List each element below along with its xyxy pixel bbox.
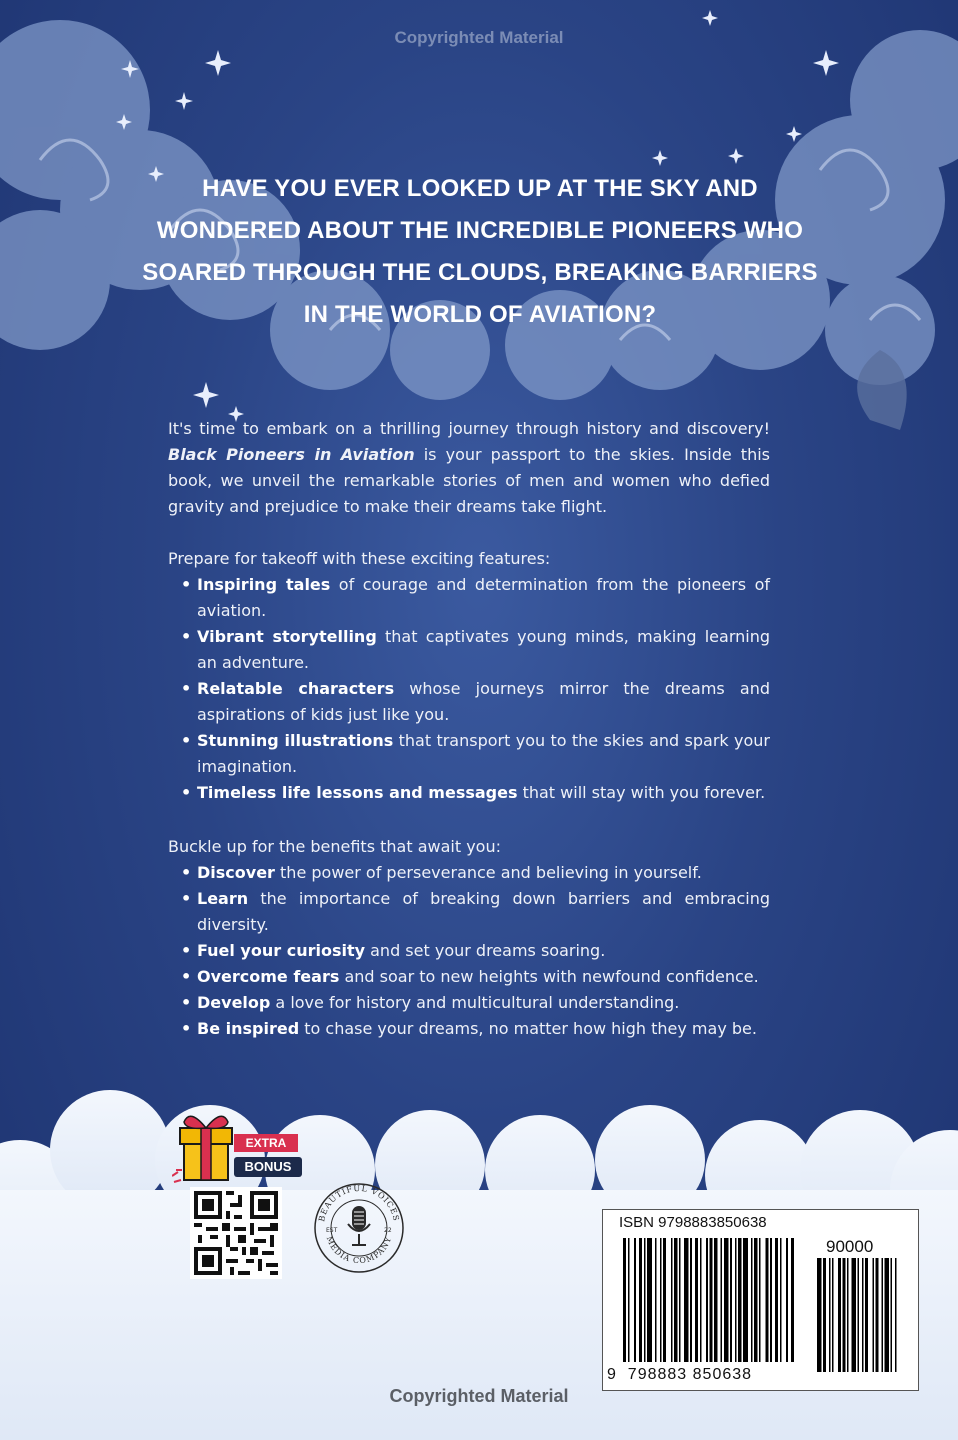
- list-item-bold: Stunning illustrations: [197, 731, 394, 750]
- barcode-addon-bar: [843, 1258, 846, 1372]
- barcode-digits-group1: 798883: [627, 1366, 688, 1383]
- barcode-bar: [695, 1238, 698, 1362]
- watermark-top: Copyrighted Material: [394, 28, 564, 47]
- list-item: [168, 780, 770, 806]
- barcode-bar: [709, 1238, 712, 1362]
- barcode-addon-bar: [829, 1258, 831, 1372]
- barcode-bar: [754, 1238, 757, 1362]
- barcode-addon-bar: [852, 1258, 857, 1372]
- isbn-barcode: [602, 1209, 919, 1391]
- list-item: [168, 1016, 770, 1042]
- barcode-bar: [679, 1238, 681, 1362]
- barcode-bar: [660, 1238, 662, 1362]
- benefits-title: Buckle up for the benefits that await you:: [168, 837, 501, 856]
- barcode-bar: [743, 1238, 748, 1362]
- barcode-bar: [786, 1238, 788, 1362]
- features-section: [168, 546, 770, 806]
- barcode-bar: [724, 1238, 729, 1362]
- publisher-est-left: EST: [326, 1227, 338, 1234]
- barcode-addon-bar: [882, 1258, 884, 1372]
- list-item-text: and set your dreams soaring.: [365, 941, 606, 960]
- intro-text-2: is your passport to the skies. Inside this book, we unveil the remarkable stories of men and women who defied gravity and prejudice to make their dreams take flight.: [168, 445, 770, 516]
- barcode-addon-bar: [838, 1258, 841, 1372]
- list-item: [168, 964, 770, 990]
- qr-code-icon[interactable]: [190, 1187, 282, 1279]
- barcode-bar: [634, 1238, 636, 1362]
- list-item-text: the power of perseverance and believing in yourself.: [274, 863, 702, 882]
- barcode-addon-bar: [865, 1258, 868, 1372]
- list-item-text: whose journeys mirror the dreams and aspirations of kids just like you.: [197, 679, 771, 724]
- features-title: Prepare for takeoff with these exciting features:: [168, 549, 551, 568]
- barcode-bar: [738, 1238, 741, 1362]
- barcode-addon-bar: [817, 1258, 822, 1372]
- barcode-addon-bar: [895, 1258, 897, 1372]
- barcode-addon-bar: [873, 1258, 875, 1372]
- barcode-digit-lead: 9: [607, 1366, 617, 1383]
- list-item: [168, 624, 770, 676]
- list-item-text: that will stay with you forever.: [517, 783, 766, 802]
- list-item-text: of courage and determination from the pioneers of aviation.: [197, 575, 770, 620]
- extra-badge: EXTRA: [234, 1134, 298, 1152]
- list-item: [168, 572, 770, 624]
- barcode-bar: [674, 1238, 677, 1362]
- intro-text-1: It's time to embark on a thrilling journey through history and discovery!: [168, 419, 770, 438]
- list-item-bold: Learn: [197, 889, 249, 908]
- list-item-text: the importance of breaking down barriers and embracing diversity.: [197, 889, 770, 934]
- price-code: 90000: [826, 1237, 874, 1256]
- barcode-bar: [647, 1238, 652, 1362]
- barcode-addon-bar: [862, 1258, 864, 1372]
- barcode-bar: [714, 1238, 717, 1362]
- list-item: [168, 860, 770, 886]
- list-item-bold: Fuel your curiosity: [197, 941, 366, 960]
- list-item-bold: Relatable characters: [197, 679, 395, 698]
- book-title: Black Pioneers in Aviation: [168, 445, 415, 464]
- isbn-label: ISBN 9798883850638: [619, 1214, 767, 1231]
- barcode-digits: [607, 1366, 752, 1384]
- barcode-bar: [791, 1238, 794, 1362]
- publisher-logo: [312, 1168, 406, 1284]
- barcode-addon-bar: [858, 1258, 860, 1372]
- list-item-bold: Overcome fears: [197, 967, 340, 986]
- headline: HAVE YOU EVER LOOKED UP AT THE SKY AND WONDERED ABOUT THE INCREDIBLE PIONEERS WHO SOARED THROUGH THE CLOUDS, BREAKING BARRIERS IN THE WORLD OF AVIATION?: [142, 175, 818, 328]
- barcode-bar: [671, 1238, 673, 1362]
- list-item: [168, 728, 770, 780]
- barcode-addon-bar: [823, 1258, 826, 1372]
- barcode-bar: [690, 1238, 692, 1362]
- barcode-bar: [721, 1238, 723, 1362]
- barcode-bar: [730, 1238, 732, 1362]
- list-item-bold: Inspiring tales: [197, 575, 331, 594]
- barcode-bar: [706, 1238, 708, 1362]
- barcode-bar: [663, 1238, 666, 1362]
- list-item: [168, 938, 770, 964]
- barcode-bar: [759, 1238, 761, 1362]
- list-item-bold: Discover: [197, 863, 275, 882]
- barcode-bar: [639, 1238, 642, 1362]
- barcode-bar: [765, 1238, 768, 1362]
- barcode-digits-group2: 850638: [692, 1366, 753, 1383]
- watermark-bottom: Copyrighted Material: [389, 1386, 569, 1406]
- list-item-text: and soar to new heights with newfound confidence.: [339, 967, 759, 986]
- barcode-addon-bar: [832, 1258, 834, 1372]
- barcode-bar: [644, 1238, 646, 1362]
- barcode-bar: [775, 1238, 778, 1362]
- publisher-bottom-text: MEDIA COMPANY: [324, 1235, 394, 1266]
- publisher-est-right: 22: [384, 1227, 392, 1234]
- barcode-bar: [628, 1238, 630, 1362]
- barcode-bar: [700, 1238, 702, 1362]
- barcode-bar: [770, 1238, 772, 1362]
- barcode-bar: [684, 1238, 689, 1362]
- list-item-text: a love for history and multicultural understanding.: [270, 993, 680, 1012]
- barcode-addon-bar: [876, 1258, 879, 1372]
- publisher-logo-svg: [312, 1168, 406, 1284]
- intro-paragraph: [168, 416, 770, 520]
- list-item: [168, 990, 770, 1016]
- list-item-text: that captivates young minds, making learning an adventure.: [197, 627, 771, 672]
- list-item-bold: Vibrant storytelling: [197, 627, 377, 646]
- barcode-addon-bar: [885, 1258, 890, 1372]
- barcode-bar: [655, 1238, 657, 1362]
- list-item-bold: Develop: [197, 993, 271, 1012]
- list-item: [168, 676, 770, 728]
- list-item: [168, 886, 770, 938]
- barcode-bar: [780, 1238, 782, 1362]
- barcode-addon-bar: [847, 1258, 849, 1372]
- barcode-bar: [623, 1238, 626, 1362]
- benefits-list: [168, 860, 770, 1042]
- features-list: [168, 572, 770, 806]
- list-item-bold: Timeless life lessons and messages: [197, 783, 518, 802]
- publisher-top-text: BEAUTIFUL VOICES: [317, 1183, 401, 1223]
- bonus-badge: BONUS: [234, 1157, 302, 1177]
- barcode-bar: [751, 1238, 753, 1362]
- list-item-text: that transport you to the skies and spark your imagination.: [197, 731, 770, 776]
- benefits-section: [168, 834, 770, 1042]
- list-item-text: to chase your dreams, no matter how high they may be.: [299, 1019, 757, 1038]
- list-item-bold: Be inspired: [197, 1019, 300, 1038]
- barcode-bar: [735, 1238, 737, 1362]
- barcode-addon-bar: [891, 1258, 893, 1372]
- microphone-icon: [348, 1206, 370, 1246]
